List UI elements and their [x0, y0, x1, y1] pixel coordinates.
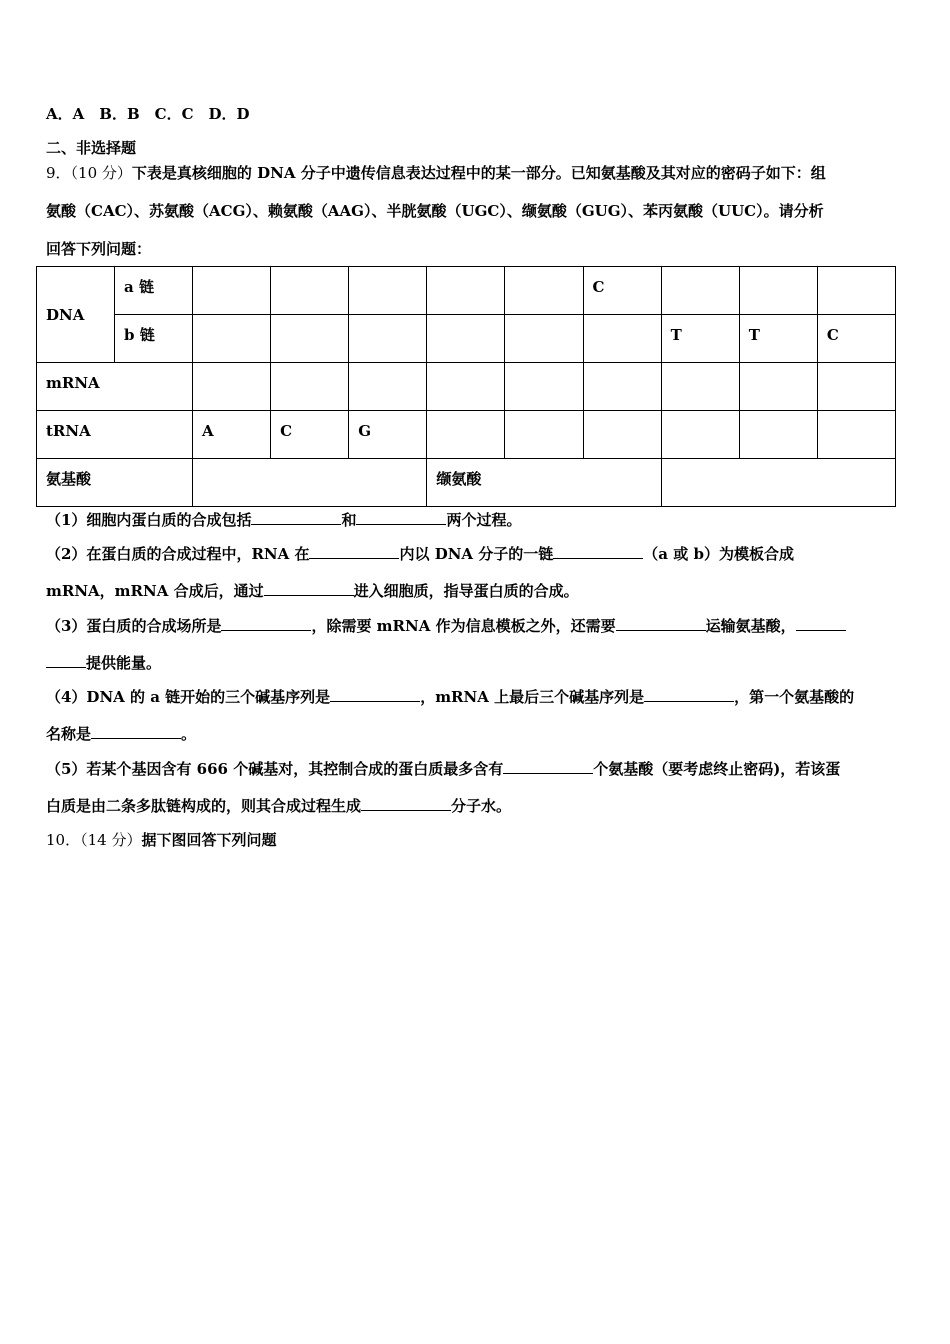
amino-acid-label: 氨基酸: [37, 459, 193, 507]
answer-blank[interactable]: [251, 509, 341, 525]
row-amino-acid: [37, 459, 896, 507]
a-chain-cell: C: [583, 267, 661, 315]
text: （1）细胞内蛋白质的合成包括: [46, 511, 252, 529]
trna-cell: [505, 411, 583, 459]
text: （5）若某个基因含有 666 个碱基对，其控制合成的蛋白质最多含有: [46, 760, 504, 778]
a-chain-cell: [505, 267, 583, 315]
amino-acid-cell: [193, 459, 427, 507]
answer-blank[interactable]: [356, 509, 446, 525]
text: 运输氨基酸，: [705, 617, 796, 635]
mrna-cell: [739, 363, 817, 411]
a-chain-cell: [349, 267, 427, 315]
text: ，mRNA 上最后三个碱基序列是: [420, 688, 645, 706]
mrna-label: mRNA: [37, 363, 193, 411]
trna-cell: [817, 411, 895, 459]
mrna-cell: [817, 363, 895, 411]
row-a-chain: [37, 267, 896, 315]
b-chain-label: b 链: [115, 315, 193, 363]
answer-blank[interactable]: [644, 686, 734, 702]
text: ，第一个氨基酸的: [734, 688, 855, 706]
amino-acid-cell: [661, 459, 895, 507]
q9-sub5-line-2: [46, 795, 511, 816]
b-chain-cell: [427, 315, 505, 363]
text: 名称是: [46, 725, 92, 743]
q9-intro-line-1: [46, 162, 826, 183]
trna-cell: C: [271, 411, 349, 459]
text: （3）蛋白质的合成场所是: [46, 617, 222, 635]
q10-number: 10．（14 分）: [46, 831, 142, 849]
b-chain-cell: [505, 315, 583, 363]
a-chain-label: a 链: [115, 267, 193, 315]
mrna-cell: [505, 363, 583, 411]
answer-blank[interactable]: [309, 543, 399, 559]
a-chain-cell: [427, 267, 505, 315]
answer-blank[interactable]: [616, 615, 706, 631]
mrna-cell: [661, 363, 739, 411]
q9-intro-line-3: 回答下列问题：: [46, 240, 152, 258]
answer-options: A．A B．B C．C D．D: [46, 105, 250, 123]
answer-blank-continued[interactable]: [46, 652, 86, 668]
trna-cell: A: [193, 411, 271, 459]
a-chain-cell: [661, 267, 739, 315]
text: （4）DNA 的 a 链开始的三个碱基序列是: [46, 688, 331, 706]
q10-line: [46, 829, 276, 850]
text: （a 或 b）为模板合成: [643, 545, 794, 563]
trna-cell: [427, 411, 505, 459]
section-heading: 二、非选择题: [46, 139, 137, 157]
b-chain-cell: [193, 315, 271, 363]
b-chain-cell: C: [817, 315, 895, 363]
mrna-cell: [427, 363, 505, 411]
answer-blank[interactable]: [221, 615, 311, 631]
text: 进入细胞质，指导蛋白质的合成。: [353, 582, 579, 600]
dna-expression-table: [36, 266, 896, 507]
text: 白质是由二条多肽链构成的，则其合成过程生成: [46, 797, 362, 815]
trna-cell: [661, 411, 739, 459]
trna-label: tRNA: [37, 411, 193, 459]
a-chain-cell: [193, 267, 271, 315]
trna-cell: [583, 411, 661, 459]
text: ，除需要 mRNA 作为信息模板之外，还需要: [311, 617, 616, 635]
b-chain-cell: T: [661, 315, 739, 363]
b-chain-cell: [349, 315, 427, 363]
row-b-chain: [37, 315, 896, 363]
q9-intro-text-1: 下表是真核细胞的 DNA 分子中遗传信息表达过程中的某一部分。已知氨基酸及其对应的密码子如下：组: [131, 164, 826, 182]
q10-text: 据下图回答下列问题: [141, 831, 277, 849]
text: 两个过程。: [446, 511, 522, 529]
answer-blank[interactable]: [91, 723, 181, 739]
b-chain-cell: [583, 315, 661, 363]
text: 内以 DNA 分子的一链: [399, 545, 554, 563]
text: 和: [341, 511, 357, 529]
a-chain-cell: [739, 267, 817, 315]
q9-sub3-line-2: [46, 652, 161, 673]
mrna-cell: [349, 363, 427, 411]
a-chain-cell: [817, 267, 895, 315]
b-chain-cell: [271, 315, 349, 363]
trna-cell: G: [349, 411, 427, 459]
row-mrna: [37, 363, 896, 411]
q9-intro-line-2: 氨酸（CAC）、苏氨酸（ACG）、赖氨酸（AAG）、半胱氨酸（UGC）、缬氨酸（GUG）、苯丙氨酸（UUC）。请分析: [46, 202, 824, 220]
q9-sub5-line-1: [46, 758, 840, 779]
trna-cell: [739, 411, 817, 459]
answer-blank[interactable]: [264, 580, 354, 596]
mrna-cell: [193, 363, 271, 411]
text: 个氨基酸（要考虑终止密码)，若该蛋: [593, 760, 841, 778]
answer-blank[interactable]: [553, 543, 643, 559]
text: （2）在蛋白质的合成过程中，RNA 在: [46, 545, 310, 563]
q9-sub4-line-1: [46, 686, 854, 707]
answer-blank[interactable]: [796, 615, 846, 631]
mrna-cell: [583, 363, 661, 411]
answer-blank[interactable]: [330, 686, 420, 702]
amino-acid-cell: 缬氨酸: [427, 459, 661, 507]
text: mRNA，mRNA 合成后，通过: [46, 582, 264, 600]
text: 分子水。: [451, 797, 512, 815]
q9-sub4-line-2: [46, 723, 196, 744]
q9-number: 9．（10 分）: [46, 164, 132, 182]
dna-label: DNA: [37, 267, 115, 363]
answer-blank[interactable]: [503, 758, 593, 774]
mrna-cell: [271, 363, 349, 411]
q9-sub1: [46, 509, 521, 530]
text: 。: [181, 725, 197, 743]
q9-sub2-line-1: [46, 543, 794, 564]
text: 提供能量。: [86, 654, 162, 672]
b-chain-cell: T: [739, 315, 817, 363]
q9-sub2-line-2: [46, 580, 579, 601]
row-trna: [37, 411, 896, 459]
q9-sub3-line-1: [46, 615, 846, 636]
answer-blank[interactable]: [361, 795, 451, 811]
a-chain-cell: [271, 267, 349, 315]
